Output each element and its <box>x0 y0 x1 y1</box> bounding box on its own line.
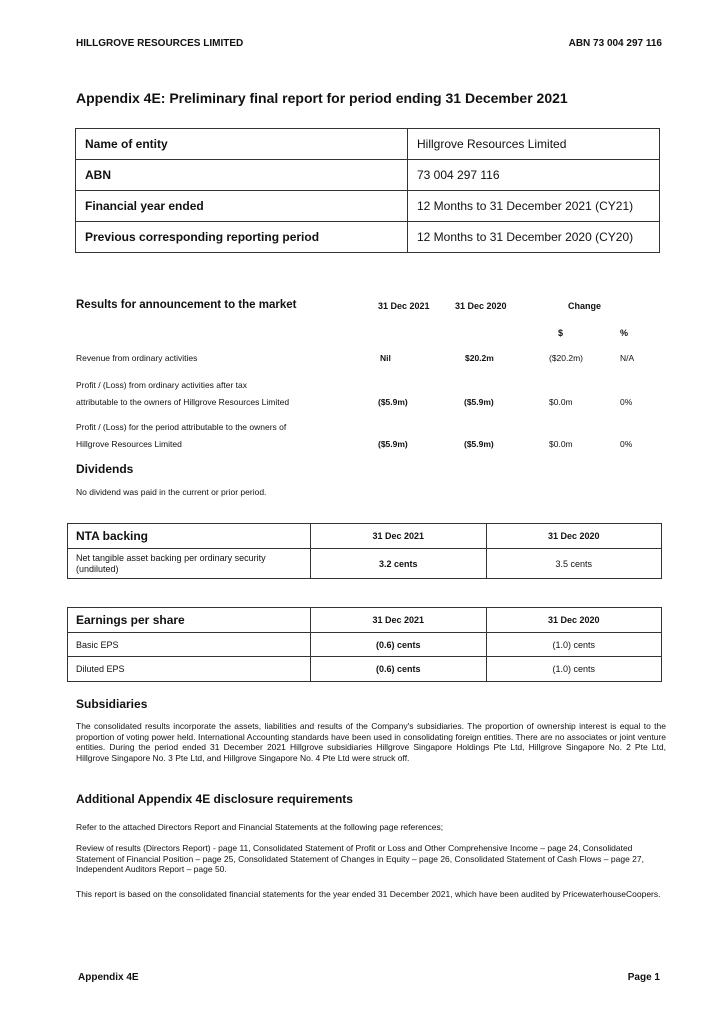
nta-value-2020: 3.5 cents <box>486 549 662 579</box>
eps-col-2021: 31 Dec 2021 <box>311 608 487 633</box>
entity-label: Previous corresponding reporting period <box>76 222 408 253</box>
entity-label: ABN <box>76 160 408 191</box>
entity-value: 73 004 297 116 <box>408 160 660 191</box>
results-row-label: Revenue from ordinary activities <box>76 353 198 363</box>
header-company: HILLGROVE RESOURCES LIMITED <box>76 38 244 49</box>
results-row-pct: 0% <box>620 397 633 407</box>
results-col-2020: 31 Dec 2020 <box>455 301 507 311</box>
additional-p1: Refer to the attached Directors Report and Financial Statements at the following page references; <box>76 822 444 832</box>
eps-table <box>67 607 662 682</box>
eps-col-2020: 31 Dec 2020 <box>486 608 662 633</box>
subsidiaries-heading: Subsidiaries <box>76 697 148 711</box>
results-row-pct: N/A <box>620 353 635 363</box>
additional-heading: Additional Appendix 4E disclosure requirements <box>76 792 353 806</box>
nta-table <box>67 523 662 579</box>
results-unit-dollar: $ <box>558 328 564 338</box>
results-row-change: ($20.2m) <box>549 353 584 363</box>
eps-value-2020: (1.0) cents <box>486 657 662 682</box>
entity-label: Name of entity <box>76 129 408 160</box>
results-row-label: Hillgrove Resources Limited <box>76 439 182 449</box>
results-row-2021: Nil <box>380 353 391 363</box>
table-row <box>76 129 660 160</box>
eps-row-label: Diluted EPS <box>68 657 311 682</box>
nta-col-2021: 31 Dec 2021 <box>311 524 487 549</box>
table-row <box>76 160 660 191</box>
nta-row-label: Net tangible asset backing per ordinary security (undiluted) <box>68 549 311 579</box>
entity-label: Financial year ended <box>76 191 408 222</box>
eps-value-2020: (1.0) cents <box>486 633 662 657</box>
entity-value: Hillgrove Resources Limited <box>408 129 660 160</box>
footer-page-number: Page 1 <box>627 972 660 983</box>
results-row-2020: $20.2m <box>465 353 494 363</box>
page-title: Appendix 4E: Preliminary final report for period ending 31 December 2021 <box>76 90 568 106</box>
nta-value-2021: 3.2 cents <box>311 549 487 579</box>
results-unit-pct: % <box>620 328 629 338</box>
entity-value: 12 Months to 31 December 2020 (CY20) <box>408 222 660 253</box>
nta-col-2020: 31 Dec 2020 <box>486 524 662 549</box>
header-abn: ABN 73 004 297 116 <box>568 38 662 49</box>
table-row <box>76 191 660 222</box>
eps-row-label: Basic EPS <box>68 633 311 657</box>
additional-p2: Review of results (Directors Report) - page 11, Consolidated Statement of Profit or Loss and Other Comprehensive Income – page 24, Consolidated Statement of Financial Position – page 25, Consolidated Statement of Changes in Equity – page 26, Consolidated Statement of Cash Flows – page 27, Independent Auditors Report – page 50. <box>76 843 644 875</box>
results-row-label: attributable to the owners of Hillgrove Resources Limited <box>76 397 290 407</box>
entity-table <box>75 128 660 253</box>
table-row <box>68 549 662 579</box>
subsidiaries-text: The consolidated results incorporate the assets, liabilities and results of the Company's subsidiaries. The proportion of ownership interest is equal to the proportion of voting power held. International Accounting standards have been used in consolidating foreign entities. There are no associates or joint venture entities. During the period ended 31 December 2021 Hillgrove subsidiaries Hillgrove Singapore Holdings Pte Ltd, Hillgrove Singapore No. 2 Pte Ltd, Hillgrove Singapore No. 3 Pte Ltd, and Hillgrove Singapore No. 4 Pte Ltd were struck off. <box>76 721 666 763</box>
results-row-2020: ($5.9m) <box>464 439 494 449</box>
table-row <box>68 657 662 682</box>
results-col-change: Change <box>568 301 602 311</box>
eps-heading: Earnings per share <box>68 608 311 633</box>
eps-value-2021: (0.6) cents <box>311 657 487 682</box>
results-row-change: $0.0m <box>549 397 573 407</box>
table-row <box>76 222 660 253</box>
additional-p3: This report is based on the consolidated financial statements for the year ended 31 December 2021, which have been audited by PricewaterhouseCoopers. <box>76 889 661 899</box>
table-row <box>68 633 662 657</box>
nta-heading: NTA backing <box>68 524 311 549</box>
table-row <box>68 524 662 549</box>
table-row <box>68 608 662 633</box>
eps-value-2021: (0.6) cents <box>311 633 487 657</box>
results-row-label-line1: Profit / (Loss) for the period attributable to the owners of <box>76 422 287 432</box>
footer-left: Appendix 4E <box>78 972 139 983</box>
entity-value: 12 Months to 31 December 2021 (CY21) <box>408 191 660 222</box>
results-heading: Results for announcement to the market <box>76 299 297 311</box>
results-row-label-line1: Profit / (Loss) from ordinary activities after tax <box>76 380 247 390</box>
results-row-change: $0.0m <box>549 439 573 449</box>
results-col-2021: 31 Dec 2021 <box>378 301 430 311</box>
results-row-pct: 0% <box>620 439 633 449</box>
results-row-2021: ($5.9m) <box>378 439 408 449</box>
dividends-text: No dividend was paid in the current or prior period. <box>76 487 267 497</box>
dividends-heading: Dividends <box>76 462 134 476</box>
results-row-2021: ($5.9m) <box>378 397 408 407</box>
results-row-2020: ($5.9m) <box>464 397 494 407</box>
